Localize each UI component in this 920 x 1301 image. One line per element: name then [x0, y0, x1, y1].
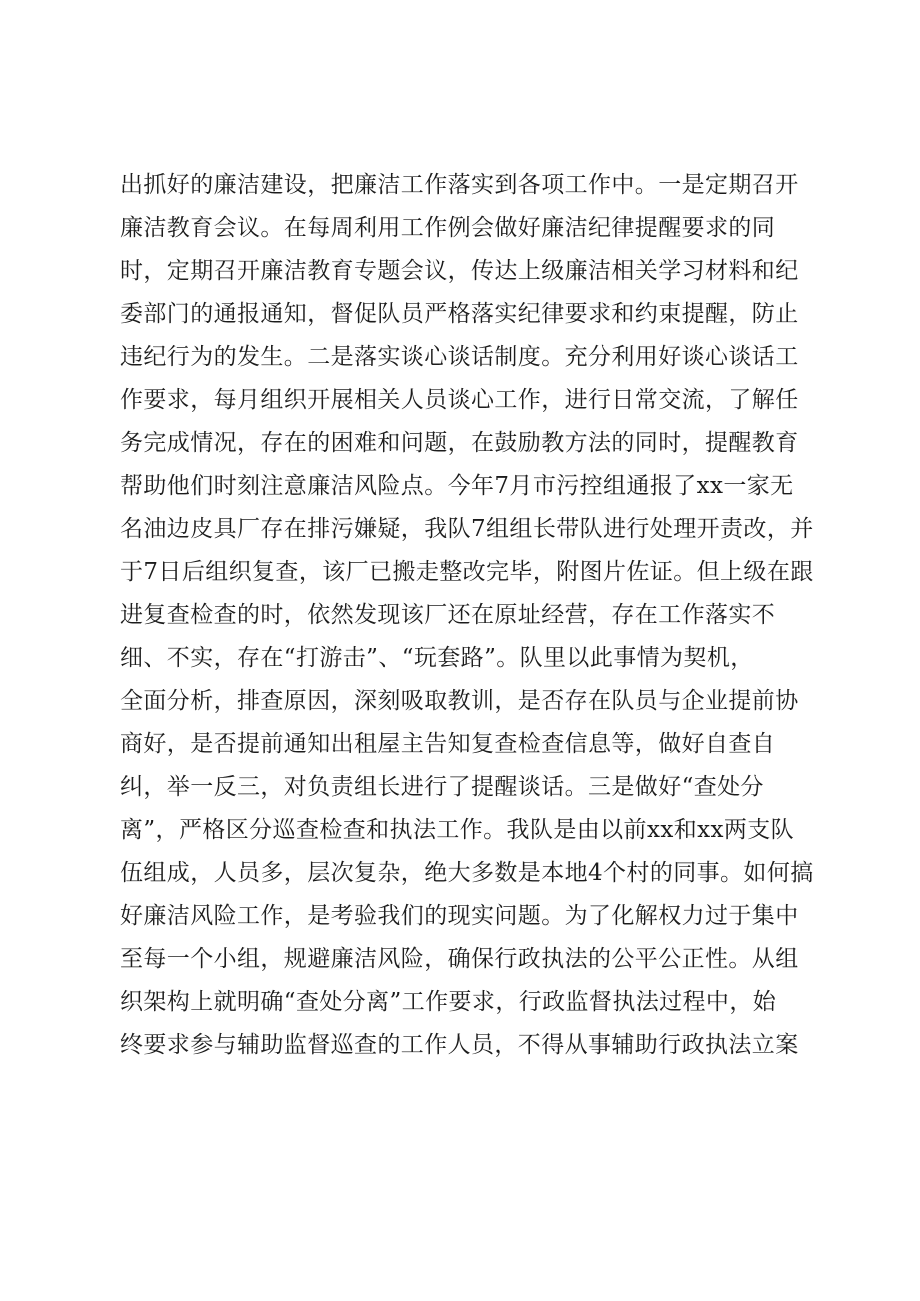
body-text — [120, 164, 820, 1067]
text-line: 作要求，每月组织开展相关人员谈心工作，进行日常交流，了解任 — [120, 387, 799, 413]
text-line: 好廉洁风险工作，是考验我们的现实问题。为了化解权力过于集中 — [120, 903, 799, 929]
text-line: 委部门的通报通知，督促队员严格落实纪律要求和约束提醒，防止 — [120, 301, 799, 327]
text-line: 至每一个小组，规避廉洁风险，确保行政执法的公平公正性。从组 — [120, 946, 799, 972]
text-line: 出抓好的廉洁建设，把廉洁工作落实到各项工作中。一是定期召开 — [120, 172, 799, 198]
text-line: 终要求参与辅助监督巡查的工作人员，不得从事辅助行政执法立案 — [120, 1032, 799, 1058]
text-line: 廉洁教育会议。在每周利用工作例会做好廉洁纪律提醒要求的同 — [120, 215, 776, 241]
text-line: 商好，是否提前通知出租屋主告知复查检查信息等，做好自查自 — [120, 731, 776, 757]
text-line: 名油边皮具厂存在排污嫌疑，我队7组组长带队进行处理开责改，并 — [120, 516, 814, 542]
text-line: 帮助他们时刻注意廉洁风险点。今年7月市污控组通报了xx一家无 — [120, 473, 794, 499]
text-line: 离”，严格区分巡查检查和执法工作。我队是由以前xx和xx两支队 — [120, 817, 795, 843]
text-line: 违纪行为的发生。二是落实谈心谈话制度。充分利用好谈心谈话工 — [120, 344, 799, 370]
text-line: 全面分析，排查原因，深刻吸取教训，是否存在队员与企业提前协 — [120, 688, 799, 714]
text-line: 纠，举一反三，对负责组长进行了提醒谈话。三是做好“查处分 — [120, 774, 764, 800]
text-line: 于7日后组织复查，该厂已搬走整改完毕，附图片佐证。但上级在跟 — [120, 559, 814, 585]
text-line: 伍组成，人员多，层次复杂，绝大多数是本地4个村的同事。如何搞 — [120, 860, 814, 886]
text-line: 进复查检查的时，依然发现该厂还在原址经营，存在工作落实不 — [120, 602, 776, 628]
text-line: 务完成情况，存在的困难和问题，在鼓励教方法的同时，提醒教育 — [120, 430, 799, 456]
text-line: 时，定期召开廉洁教育专题会议，传达上级廉洁相关学习材料和纪 — [120, 258, 799, 284]
text-line: 织架构上就明确“查处分离”工作要求，行政监督执法过程中，始 — [120, 989, 777, 1015]
text-line: 细、不实，存在“打游击”、“玩套路”。队里以此事情为契机， — [120, 645, 754, 671]
